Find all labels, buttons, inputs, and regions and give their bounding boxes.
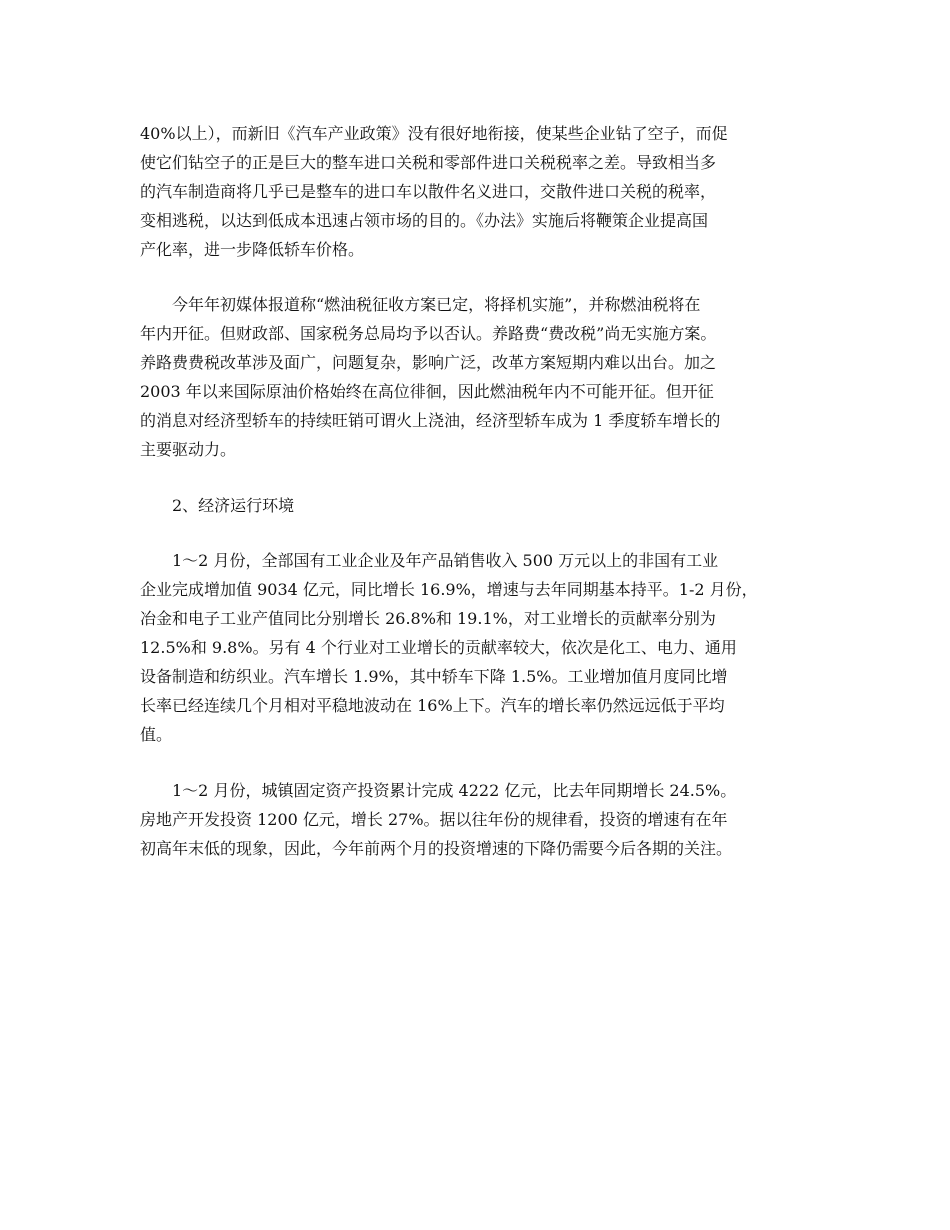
text-line: 房地产开发投资 1200 亿元，增长 27%。据以往年份的规律看，投资的增速有在年 — [140, 810, 728, 829]
text-line: 变相逃税，以达到低成本迅速占领市场的目的。《办法》实施后将鞭策企业提高国 — [140, 211, 709, 230]
text-line: 今年年初媒体报道称“燃油税征收方案已定，将择机实施”，并称燃油税将在 — [140, 295, 701, 314]
paragraph-fixed-investment — [140, 776, 830, 863]
text-line: 1～2 月份，城镇固定资产投资累计完成 4222 亿元，比去年同期增长 24.5%。 — [140, 781, 737, 800]
section-heading-text: 2、经济运行环境 — [140, 496, 295, 515]
paragraph-industrial-output — [140, 546, 830, 749]
text-line: 设备制造和纺织业。汽车增长 1.9%，其中轿车下降 1.5%。工业增加值月度同比增 — [140, 667, 728, 686]
text-line: 企业完成增加值 9034 亿元，同比增长 16.9%，增速与去年同期基本持平。1-2 月份， — [140, 580, 758, 599]
paragraph-auto-policy — [140, 119, 830, 264]
text-line: 冶金和电子工业产值同比分别增长 26.8%和 19.1%，对工业增长的贡献率分别为 — [140, 609, 716, 628]
section-heading — [140, 491, 830, 520]
text-line: 1～2 月份，全部国有工业企业及年产品销售收入 500 万元以上的非国有工业 — [140, 551, 719, 570]
text-line: 12.5%和 9.8%。另有 4 个行业对工业增长的贡献率较大，依次是化工、电力、通用 — [140, 638, 737, 657]
paragraph-fuel-tax — [140, 290, 830, 464]
text-line: 2003 年以来国际原油价格始终在高位徘徊，因此燃油税年内不可能开征。但开征 — [140, 382, 714, 401]
text-line: 的消息对经济型轿车的持续旺销可谓火上浇油，经济型轿车成为 1 季度轿车增长的 — [140, 411, 721, 430]
paragraph-spacer — [140, 749, 830, 776]
text-line: 年内开征。但财政部、国家税务总局均予以否认。养路费“费改税”尚无实施方案。 — [140, 324, 717, 343]
paragraph-spacer — [140, 520, 830, 546]
text-line: 使它们钻空子的正是巨大的整车进口关税和零部件进口关税税率之差。导致相当多 — [140, 153, 717, 172]
text-line: 40%以上），而新旧《汽车产业政策》没有很好地衔接，使某些企业钻了空子，而促 — [140, 124, 728, 143]
text-line: 值。 — [140, 725, 173, 744]
paragraph-spacer — [140, 264, 830, 290]
text-line: 初高年末低的现象，因此，今年前两个月的投资增速的下降仍需要今后各期的关注。 — [140, 839, 733, 858]
text-line: 产化率，进一步降低轿车价格。 — [140, 240, 365, 259]
text-line: 养路费费税改革涉及面广，问题复杂，影响广泛，改革方案短期内难以出台。加之 — [140, 353, 717, 372]
text-line: 长率已经连续几个月相对平稳地波动在 16%上下。汽车的增长率仍然远远低于平均 — [140, 696, 725, 715]
text-line: 主要驱动力。 — [140, 440, 237, 459]
text-line: 的汽车制造商将几乎已是整车的进口车以散件名义进口，交散件进口关税的税率， — [140, 182, 717, 201]
document-body — [140, 119, 830, 863]
paragraph-spacer — [140, 464, 830, 491]
